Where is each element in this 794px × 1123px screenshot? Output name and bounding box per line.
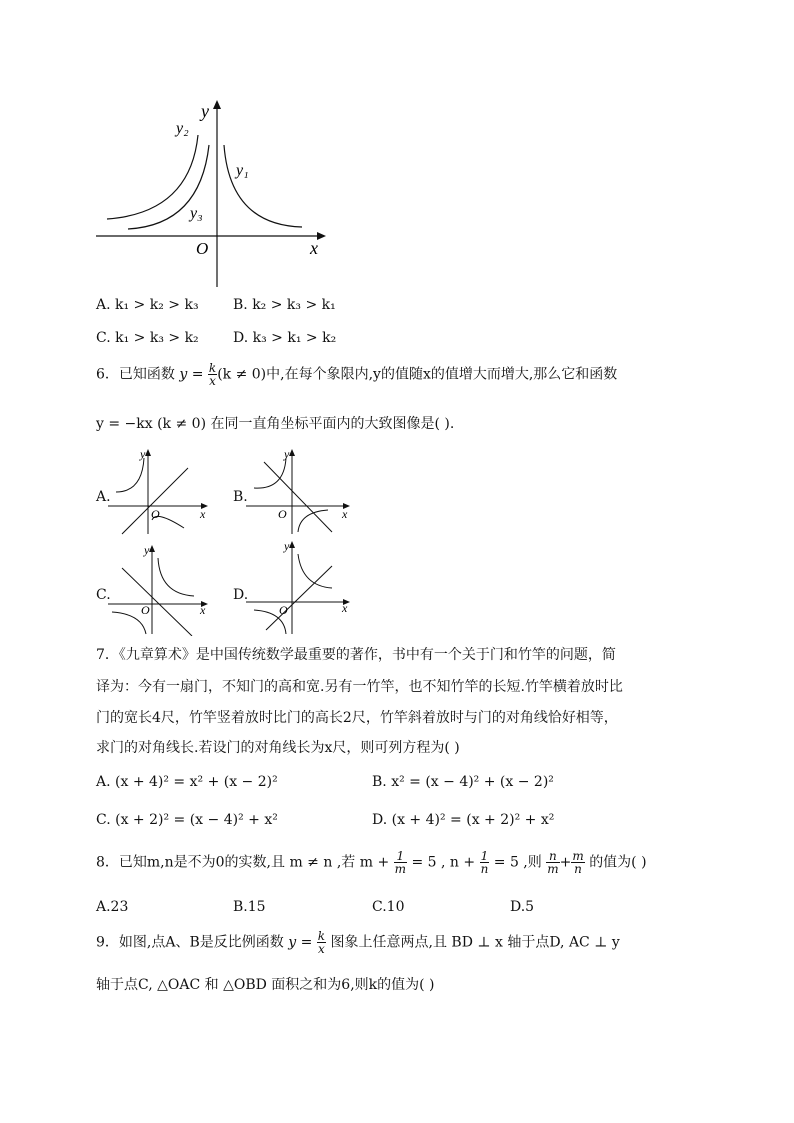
- q7-line4: 求门的对角线长.若设门的对角线长为x尺，则可列方程为( ): [96, 740, 460, 756]
- q7-option-b: B. x² = (x − 4)² + (x − 2)²: [372, 774, 554, 790]
- q6a-y: y: [140, 448, 146, 461]
- q6-label-a: A.: [96, 489, 111, 505]
- q7-option-c: C. (x + 2)² = (x − 4)² + x²: [96, 812, 278, 828]
- q8-frac2-num: 1: [480, 849, 489, 863]
- q8-option-d: D.5: [510, 899, 535, 915]
- q6c-y: y: [144, 544, 150, 557]
- q8-option-c: C.10: [372, 899, 405, 915]
- q5-y3-label: y₃: [190, 205, 203, 222]
- q6d-o: O: [279, 603, 288, 617]
- q8-frac3: [546, 850, 559, 875]
- q9-fraction: [317, 930, 326, 955]
- q8-frac2: [480, 850, 490, 875]
- q8-mid2: = 5 ,则: [493, 854, 542, 871]
- q7-option-d: D. (x + 4)² = (x + 2)² + x²: [372, 812, 555, 828]
- q6-post: 中,在每个象限内,y的值随x的值增大而增大,那么它和函数: [266, 366, 618, 383]
- q6-line2: y = −kx (k ≠ 0) 在同一直角坐标平面内的大致图像是( ).: [96, 416, 455, 432]
- q8-frac4-num: m: [572, 849, 584, 863]
- q6a-o: O: [151, 507, 160, 521]
- q8-pre: 8．已知m,n是不为0的实数,且 m ≠ n ,若 m +: [96, 854, 390, 871]
- q6-label-d: D.: [233, 587, 249, 603]
- q8-option-a: A.23: [96, 899, 129, 915]
- q8-frac3-num: n: [546, 850, 559, 863]
- q5-origin-label: O: [196, 239, 209, 258]
- q8-frac1: [394, 850, 407, 875]
- q8-frac1-den: m: [394, 862, 407, 876]
- q7-option-a: A. (x + 4)² = x² + (x − 2)²: [96, 774, 278, 790]
- q9-y-eq: y =: [288, 934, 313, 951]
- q9-frac-num: k: [317, 929, 326, 943]
- q6-graph-a: [108, 448, 212, 536]
- q8-plus: +: [559, 854, 572, 871]
- q5-graph: [90, 95, 330, 290]
- q6-frac-den: x: [209, 374, 216, 388]
- q5-x-axis-label: x: [310, 238, 318, 258]
- q5-y-axis-label: y: [201, 101, 209, 121]
- q6-graph-d: [246, 540, 356, 636]
- q6-graph-c: [108, 544, 212, 636]
- q7-line1: 7．《九章算术》是中国传统数学最重要的著作，书中有一个关于门和竹竿的问题，简: [96, 647, 616, 663]
- q8-mid1: = 5 , n +: [411, 854, 476, 871]
- q9-pre: 9．如图,点A、B是反比例函数: [96, 934, 284, 951]
- q6-y-eq: y =: [179, 366, 204, 383]
- q9-line2: 轴于点C, △OAC 和 △OBD 面积之和为6,则k的值为( ): [96, 977, 435, 993]
- q7-line3: 门的宽长4尺，竹竿竖着放时比门的高长2尺，竹竿斜着放时与门的对角线恰好相等，: [96, 710, 618, 726]
- q6d-x: x: [342, 601, 348, 615]
- q6-cond: (k ≠ 0): [217, 366, 267, 383]
- q6d-y: y: [284, 540, 290, 553]
- q6-line1: [96, 362, 617, 387]
- q6-frac-num: k: [208, 361, 217, 375]
- q5-option-b: B. k₂ > k₃ > k₁: [233, 297, 336, 313]
- q5-option-a: A. k₁ > k₂ > k₃: [96, 297, 199, 313]
- q9-frac-den: x: [318, 942, 325, 956]
- q6a-x: x: [200, 507, 206, 521]
- q5-option-c: C. k₁ > k₃ > k₂: [96, 330, 199, 346]
- q6c-x: x: [200, 603, 206, 617]
- q6-label-b: B.: [233, 489, 248, 505]
- q6-graph-b: [246, 448, 356, 536]
- q6b-x: x: [342, 507, 348, 521]
- q8-frac4-den: n: [574, 862, 582, 876]
- q6-pre: 6．已知函数: [96, 366, 175, 383]
- q6-fraction: [208, 362, 217, 387]
- q5-y2-label: y₂: [176, 120, 189, 137]
- q6b-o: O: [278, 507, 287, 521]
- q9-line1: [96, 930, 620, 955]
- q8-frac4: [571, 850, 584, 875]
- q9-post: 图象上任意两点,且 BD ⊥ x 轴于点D, AC ⊥ y: [330, 934, 620, 951]
- q8-line1: [96, 850, 647, 875]
- q8-option-b: B.15: [233, 899, 266, 915]
- q7-line2: 译为：今有一扇门，不知门的高和宽.另有一竹竿，也不知竹竿的长短.竹竿横着放时比: [96, 679, 623, 695]
- q5-option-d: D. k₃ > k₁ > k₂: [233, 330, 337, 346]
- q5-y1-label: y₁: [236, 162, 249, 179]
- q8-post: 的值为( ): [589, 854, 647, 871]
- q8-frac1-num: 1: [394, 850, 407, 863]
- q6-label-c: C.: [96, 587, 111, 603]
- q8-frac3-den: m: [547, 862, 559, 876]
- q6b-y: y: [284, 448, 290, 461]
- q8-frac2-den: n: [480, 862, 489, 876]
- q6c-o: O: [141, 603, 150, 617]
